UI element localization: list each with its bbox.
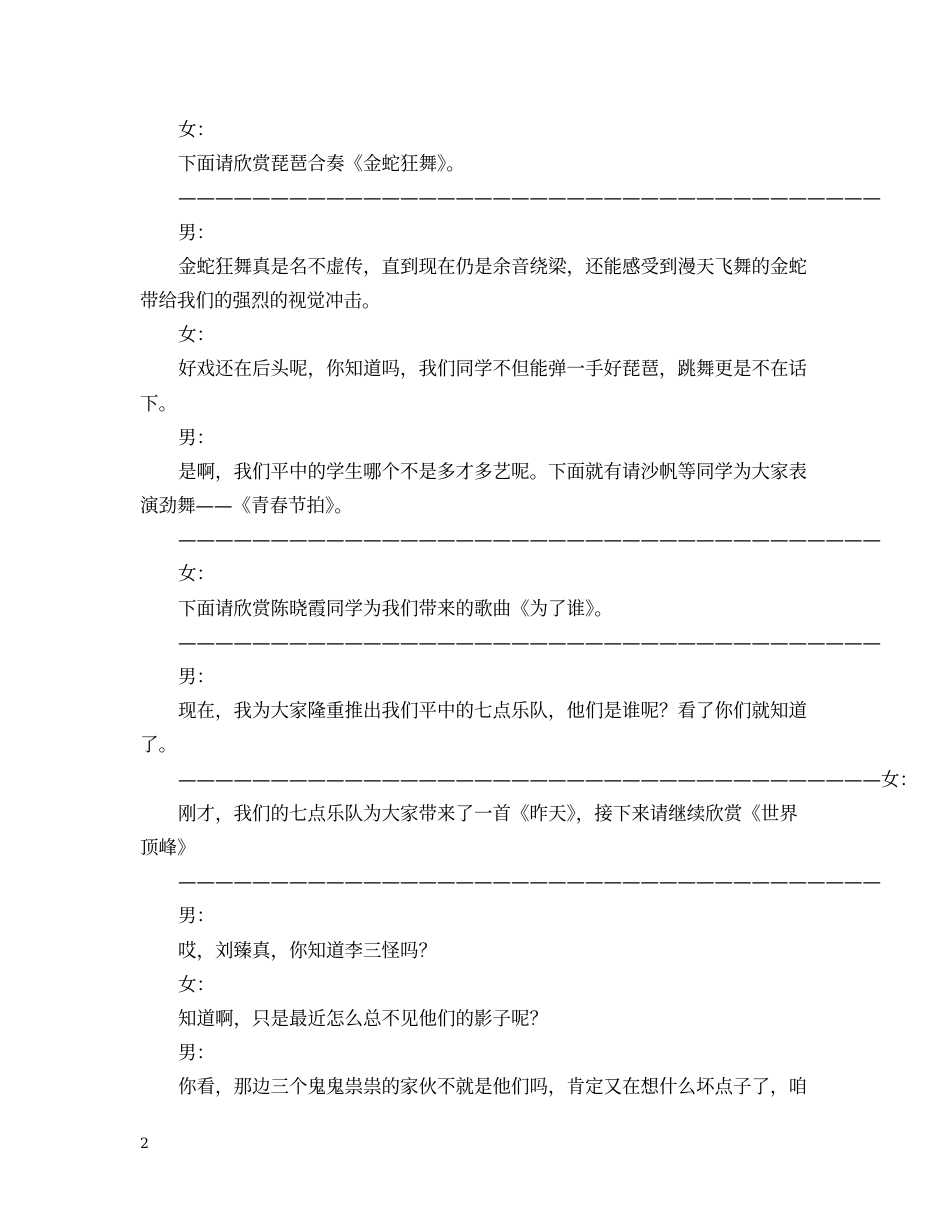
paragraph-line-wrap: 演劲舞——《青春节拍》。: [140, 496, 353, 518]
speaker-label: 女：: [178, 564, 216, 586]
separator-line: ——————————————————————————————————————: [178, 872, 881, 894]
paragraph-line-wrap: 下。: [140, 393, 178, 415]
separator-line: ——————————————————————————————————————: [178, 632, 881, 654]
speaker-label: 男：: [178, 427, 216, 449]
paragraph-line: 哎，刘臻真，你知道李三怪吗？: [178, 940, 438, 962]
speaker-label: 女：: [178, 325, 216, 347]
paragraph-line-wrap: 了。: [140, 735, 178, 757]
paragraph-line-wrap: 带给我们的强烈的视觉冲击。: [140, 290, 381, 312]
paragraph-line: 你看，那边三个鬼鬼祟祟的家伙不就是他们吗，肯定又在想什么坏点子了，咱: [178, 1077, 808, 1099]
paragraph-line: 刚才，我们的七点乐队为大家带来了一首《昨天》，接下来请继续欣赏《世界: [178, 803, 798, 825]
speaker-label: 女：: [178, 120, 216, 141]
separator-line: ——————————————————————————————————————: [178, 188, 881, 210]
speaker-label: 男：: [178, 1043, 216, 1065]
paragraph-line: 现在，我为大家隆重推出我们平中的七点乐队，他们是谁呢？看了你们就知道: [178, 701, 808, 723]
separator-line: ——————————————————————————————————————: [178, 530, 881, 552]
speaker-label: 女：: [178, 974, 216, 996]
paragraph-line: 下面请欣赏陈晓霞同学为我们带来的歌曲《为了谁》。: [178, 598, 613, 620]
speaker-label: 男：: [178, 667, 216, 688]
document-body: [140, 114, 919, 1105]
speaker-label: 男：: [178, 906, 216, 928]
paragraph-line: 下面请欣赏琵琶合奏《金蛇狂舞》。: [178, 154, 465, 176]
paragraph-line: 是啊，我们平中的学生哪个不是多才多艺呢。下面就有请沙帆等同学为大家表: [178, 461, 808, 483]
separator-line-with-speaker: ——————————————————————————————————————女：: [178, 769, 919, 791]
paragraph-line: 金蛇狂舞真是名不虚传，直到现在仍是余音绕梁，还能感受到漫天飞舞的金蛇: [178, 256, 808, 278]
page-number: 2: [140, 1136, 149, 1152]
speaker-label: 男：: [178, 222, 216, 244]
paragraph-line: 好戏还在后头呢，你知道吗，我们同学不但能弹一手好琵琶，跳舞更是不在话: [178, 359, 808, 381]
paragraph-line: 知道啊，只是最近怎么总不见他们的影子呢？: [178, 1008, 549, 1030]
paragraph-line-wrap: 顶峰》: [140, 837, 196, 859]
